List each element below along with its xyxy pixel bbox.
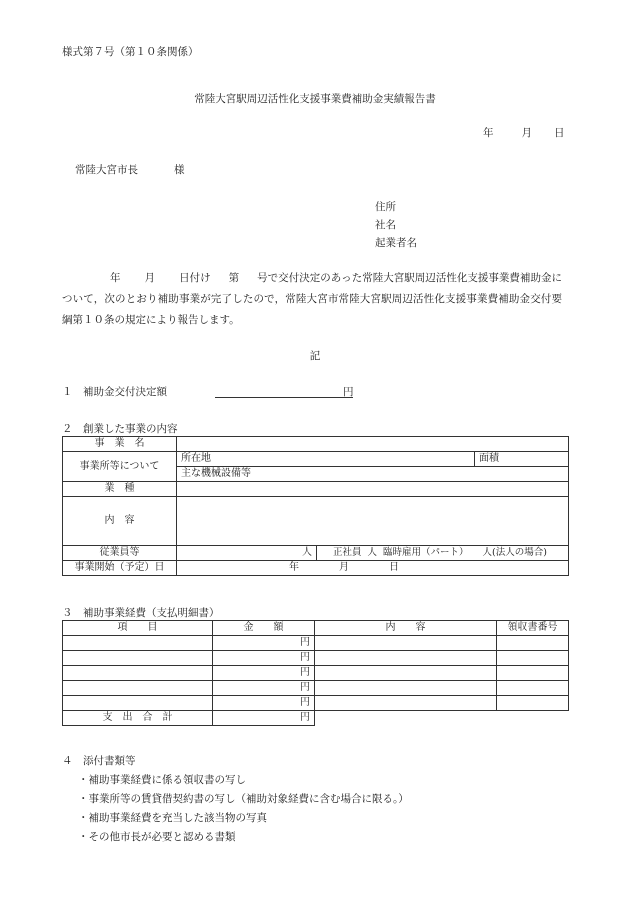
business-name-label: 事 業 名 <box>63 437 177 452</box>
regular-unit: 人 <box>367 547 378 558</box>
regular-label: 正社員 <box>333 547 362 558</box>
date-line <box>483 125 565 140</box>
employees-unit: 人 <box>302 547 312 558</box>
date-day: 日 <box>554 127 565 139</box>
equipment-cell <box>177 467 569 482</box>
temp-unit: 人(法人の場合) <box>482 547 547 558</box>
business-content-table <box>62 436 569 576</box>
attachment-item: ・事業所等の賃貸借契約書の写し（補助対象経費に含む場合に限る。） <box>78 793 409 805</box>
start-month: 月 <box>339 562 349 573</box>
temp-label: 臨時雇用（パート） <box>383 547 469 558</box>
table-row: 円 <box>63 666 569 681</box>
grant-amount-blank <box>215 384 353 398</box>
applicant-founder: 起業者名 <box>375 237 417 249</box>
employees-cell <box>177 546 317 561</box>
table-row: 円 <box>63 651 569 666</box>
business-name-cell <box>177 437 569 452</box>
section1-label: １ 補助金交付決定額 <box>62 386 167 398</box>
table-row: 円 <box>63 696 569 711</box>
area-cell <box>475 452 569 467</box>
total-row <box>63 711 569 726</box>
expense-table <box>62 620 569 726</box>
start-date-label: 事業開始（予定）日 <box>63 561 177 576</box>
applicant-company: 社名 <box>375 219 396 231</box>
addressee-honorific: 様 <box>174 164 185 176</box>
ki-heading: 記 <box>309 350 321 362</box>
location-cell <box>177 452 475 467</box>
report-body: 年 月 日付け 第 号で交付決定のあった常陸大宮駅周辺活性化支援事業費補助金について，次のとおり補助事業が完了したので，常陸大宮市常陸大宮駅周辺活性化支援事業費補助金交付要綱第１０条の規定により報告します。 <box>62 272 562 326</box>
start-date-cell <box>177 561 569 576</box>
section2-label: ２ 創業した事業の内容 <box>62 423 178 435</box>
header-receipt-no: 領収書番号 <box>497 621 569 636</box>
attachment-item: ・補助事業経費に係る領収書の写し <box>78 774 246 786</box>
table-row: 円 <box>63 636 569 651</box>
header-amount: 金 額 <box>213 621 315 636</box>
start-year: 年 <box>289 562 299 573</box>
section3-label: ３ 補助事業経費（支払明細書） <box>62 607 220 619</box>
total-yen: 円 <box>213 711 315 726</box>
location-label: 所在地 <box>181 453 211 464</box>
office-label: 事業所等について <box>63 452 177 482</box>
attachment-item: ・補助事業経費を充当した該当物の写真 <box>78 812 267 824</box>
section4-label: ４ 添付書類等 <box>62 755 136 767</box>
header-content: 内 容 <box>315 621 497 636</box>
form-label: 様式第７号（第１０条関係） <box>62 46 199 58</box>
document-title: 常陸大宮駅周辺活性化支援事業費補助金実績報告書 <box>194 93 436 105</box>
area-label: 面積 <box>479 453 499 464</box>
grant-amount-unit: 円 <box>343 386 354 398</box>
industry-label: 業 種 <box>63 482 177 497</box>
industry-cell <box>177 482 569 497</box>
applicant-address: 住所 <box>375 201 396 213</box>
employees-label: 従業員等 <box>63 546 177 561</box>
date-month: 月 <box>521 127 532 139</box>
content-label: 内 容 <box>63 497 177 546</box>
table-row: 円 <box>63 681 569 696</box>
employee-breakdown-cell <box>317 546 569 561</box>
addressee-name: 常陸大宮市長 <box>75 164 138 176</box>
header-item: 項 目 <box>63 621 213 636</box>
total-label: 支 出 合 計 <box>63 711 213 726</box>
date-year: 年 <box>483 127 494 139</box>
content-cell <box>177 497 569 546</box>
addressee <box>75 162 185 177</box>
equipment-label: 主な機械設備等 <box>181 468 251 479</box>
attachment-item: ・その他市長が必要と認める書類 <box>78 831 236 843</box>
start-day: 日 <box>389 562 399 573</box>
